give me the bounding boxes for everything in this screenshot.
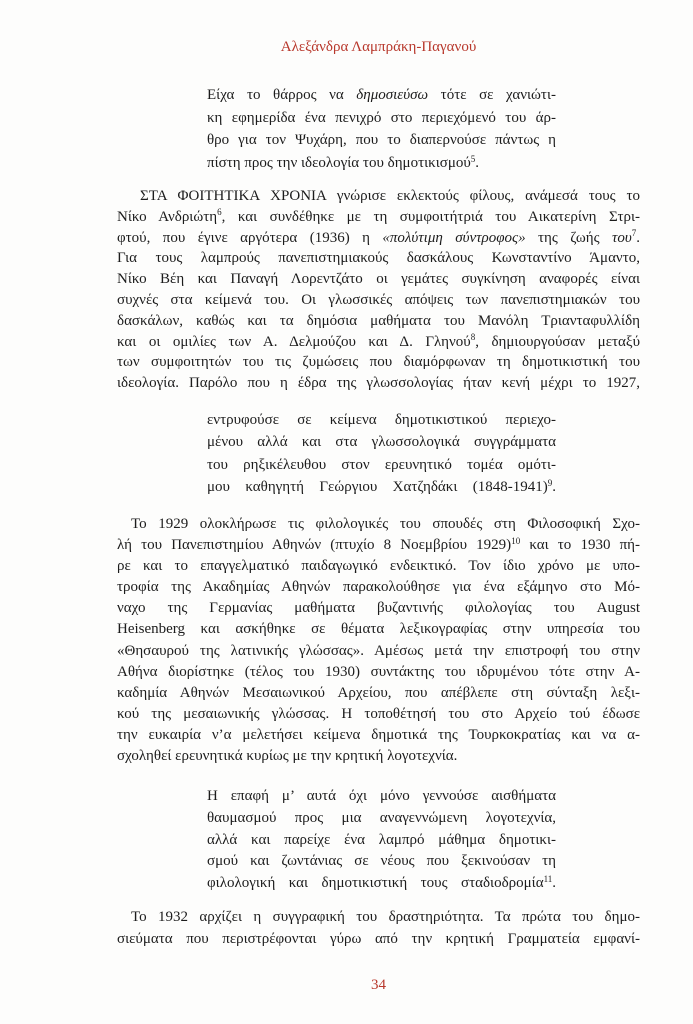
text-run: «Θησαυρού της λατινικής γλώσσας». Αμέσως μετά την επιστροφή του στην <box>117 642 640 659</box>
body-paragraph <box>117 907 640 951</box>
text-run: Το 1929 ολοκλήρωσε τις φιλολογικές του σπουδές στη Φιλοσοφική Σχο- <box>131 516 640 532</box>
text-run: Το 1932 αρχίζει η συγγραφική του δραστηριότητα. Τα πρώτα του δημο- <box>131 909 640 925</box>
text-run: Αθήνα διορίστηκε (τέλος του 1930) συντάκτης του ιδρυμένου τότε στην Α- <box>117 663 640 680</box>
block-quote <box>207 409 556 498</box>
text-run: θρο για τον Ψυχάρη, που το διαπερνούσε πάντως η <box>207 132 556 149</box>
text-run: κη εφημερίδα ένα πενιχρό στο περιεχόμενό του άρ- <box>207 109 556 126</box>
text-run: μου καθηγητή Γεώργιου Χατζηδάκι (1848-1941) <box>207 478 548 495</box>
text-run: Heisenberg και ασκήθηκε σε θέματα λεξικογραφίας στην υπηρεσία του <box>117 621 640 638</box>
footnote-reference: 8 <box>470 332 476 343</box>
footnote-reference: 7 <box>631 228 637 239</box>
text-line <box>117 725 640 746</box>
text-run: πίστη προς την ιδεολογία του δημοτικισμού <box>207 155 471 172</box>
text-run: σχοληθεί ερευνητικά κυρίως με την κρητική λογοτεχνία. <box>117 748 458 765</box>
text-run: , δημιουργούσαν μεταξύ <box>475 333 640 350</box>
italic-text: δημοσιεύσω <box>356 87 429 103</box>
text-run: και οι ομιλίες των Α. Δελμούζου και Δ. Γληνού <box>117 333 471 350</box>
text-run: Νίκο Ανδριώτη <box>117 208 218 225</box>
text-run: φιλολογική και δημοτικιστική τους σταδιοδρομία <box>207 875 544 892</box>
text-run: των συμφοιτητών του τις ζυμώσεις που διαμόρφωναν τη δημοτικιστική του <box>117 354 640 371</box>
text-run: , και συνδέθηκε με τη συμφοιτήτριά του Αικατερίνη Στρι- <box>221 208 641 225</box>
text-run: αλλά και παρείχε ένα λαμπρό μάθημα δημοτικι- <box>207 831 556 848</box>
italic-text: του <box>612 229 632 246</box>
text-line <box>117 186 640 207</box>
text-run: . <box>475 155 480 172</box>
text-run: Για τους λαμπρούς πανεπιστημιακούς δασκάλους Κωνσταντίνο Άμαντο, <box>117 250 640 267</box>
text-line <box>117 662 640 683</box>
text-line <box>117 207 640 228</box>
text-run: εντρυφούσε σε κείμενα δημοτικιστικού περιεχο- <box>207 412 556 428</box>
body-paragraph <box>117 514 640 767</box>
text-line <box>117 332 640 353</box>
text-run: . <box>636 229 641 246</box>
text-line <box>117 248 640 269</box>
block-quote <box>207 786 556 895</box>
text-line <box>117 619 640 640</box>
text-line <box>207 786 556 808</box>
text-line <box>207 409 556 431</box>
text-run: ιδεολογία. Παρόλο που η έδρα της γλωσσολογίας ήταν κενή μέχρι το 1927, <box>117 375 640 392</box>
text-line <box>117 746 640 767</box>
text-line <box>117 598 640 619</box>
text-line <box>117 290 640 311</box>
text-run: κού της μεσαιωνικής γλώσσας. Η τοποθέτησή του στο Αρχείο τού έδωσε <box>117 705 640 722</box>
text-line <box>207 476 556 498</box>
italic-text: «πολύτιμη σύντροφος» <box>382 229 526 246</box>
text-line <box>117 641 640 662</box>
text-line <box>207 830 556 852</box>
text-run: . <box>552 875 556 892</box>
footnote-reference: 10 <box>511 535 521 546</box>
text-line <box>207 808 556 830</box>
text-line <box>117 228 640 249</box>
text-run: συχνές στα κείμενά του. Οι γλωσσικές απόψεις των πανεπιστημιακών του <box>117 291 640 308</box>
text-line <box>117 929 640 951</box>
body-paragraph <box>117 186 640 394</box>
text-run: ρε και το επαγγελματικό παιδαγωγικό ενδεικτικό. Τον ίδιο χρόνο με υπο- <box>117 558 640 575</box>
text-line <box>207 152 556 175</box>
text-run: τότε σε χανιώτι- <box>428 87 556 103</box>
text-run: ΣΤΑ ΦΟΙΤΗΤΙΚΑ ΧΡΟΝΙΑ γνώρισε εκλεκτούς φίλους, ανάμεσά τους το <box>140 188 640 204</box>
page-number: 34 <box>371 977 386 993</box>
text-line <box>117 577 640 598</box>
footnote-reference: 5 <box>470 153 476 164</box>
text-line <box>117 907 640 929</box>
text-line <box>117 556 640 577</box>
text-run: σιεύματα που περιστρέφονται γύρω από την κρητική Γραμματεία εμφανί- <box>117 930 640 947</box>
text-run: θαυμασμού προς μια αναγεννώμενη λογοτεχνία, <box>207 809 556 826</box>
text-run: καδημία Αθηνών Μεσαιωνικού Αρχείου, που απέβλεπε στη σύνταξη λεξι- <box>117 684 640 701</box>
text-line <box>117 373 640 394</box>
text-line <box>207 851 556 873</box>
text-run: ναχο της Γερμανίας μαθήματα βυζαντινής φιλολογίας του August <box>117 600 640 617</box>
text-line <box>117 683 640 704</box>
text-run: και το 1930 πή- <box>520 537 640 554</box>
block-quote <box>207 84 556 175</box>
text-run: . <box>552 478 556 495</box>
footnote-reference: 6 <box>217 207 222 218</box>
text-line <box>117 269 640 290</box>
text-line <box>207 84 556 107</box>
text-line <box>207 454 556 476</box>
text-run: μένου αλλά και στα γλωσσολογικά συγγράμματα <box>207 434 556 451</box>
text-line <box>117 535 640 556</box>
footnote-reference: 9 <box>547 477 553 488</box>
text-line <box>117 352 640 373</box>
text-run: Η επαφή μ’ αυτά όχι μόνο γεννούσε αισθήματα <box>207 788 556 804</box>
text-run: φτού, που έγινε αργότερα (1936) η <box>117 229 383 246</box>
footnote-reference: 11 <box>543 873 553 884</box>
text-run: λή του Πανεπιστημίου Αθηνών (πτυχίο 8 Νοεμβρίου 1929) <box>117 537 512 554</box>
text-line <box>117 514 640 535</box>
running-header: Αλεξάνδρα Λαμπράκη-Παγανού <box>280 39 477 55</box>
text-line <box>207 873 556 895</box>
text-line <box>207 431 556 453</box>
text-run: τροφία της Ακαδημίας Αθηνών παρακολούθησε για ένα εξάμηνο στο Μό- <box>117 579 640 596</box>
text-run: του ρηξικέλευθου στον ερευνητικό τομέα ομότι- <box>207 456 556 473</box>
text-run: της ζωής <box>525 229 612 246</box>
text-run: Νίκο Βέη και Παναγή Λορεντζάτο οι γεμάτες συγκίνηση αναφορές είναι <box>117 271 640 288</box>
text-run: σμού και ζωντάνιας σε νέους που ξεκινούσαν τη <box>207 853 556 870</box>
text-line <box>207 129 556 152</box>
text-run: δασκάλων, καθώς και τα δημόσια μαθήματα του Μανόλη Τριανταφυλλίδη <box>117 312 640 329</box>
text-line <box>117 311 640 332</box>
text-run: την ευκαιρία ν’α μελετήσει κείμενα δημοτικά της Τουρκοκρατίας και να α- <box>117 726 640 743</box>
text-run: Είχα το θάρρος να <box>207 87 357 103</box>
text-line <box>117 704 640 725</box>
text-line <box>207 107 556 130</box>
